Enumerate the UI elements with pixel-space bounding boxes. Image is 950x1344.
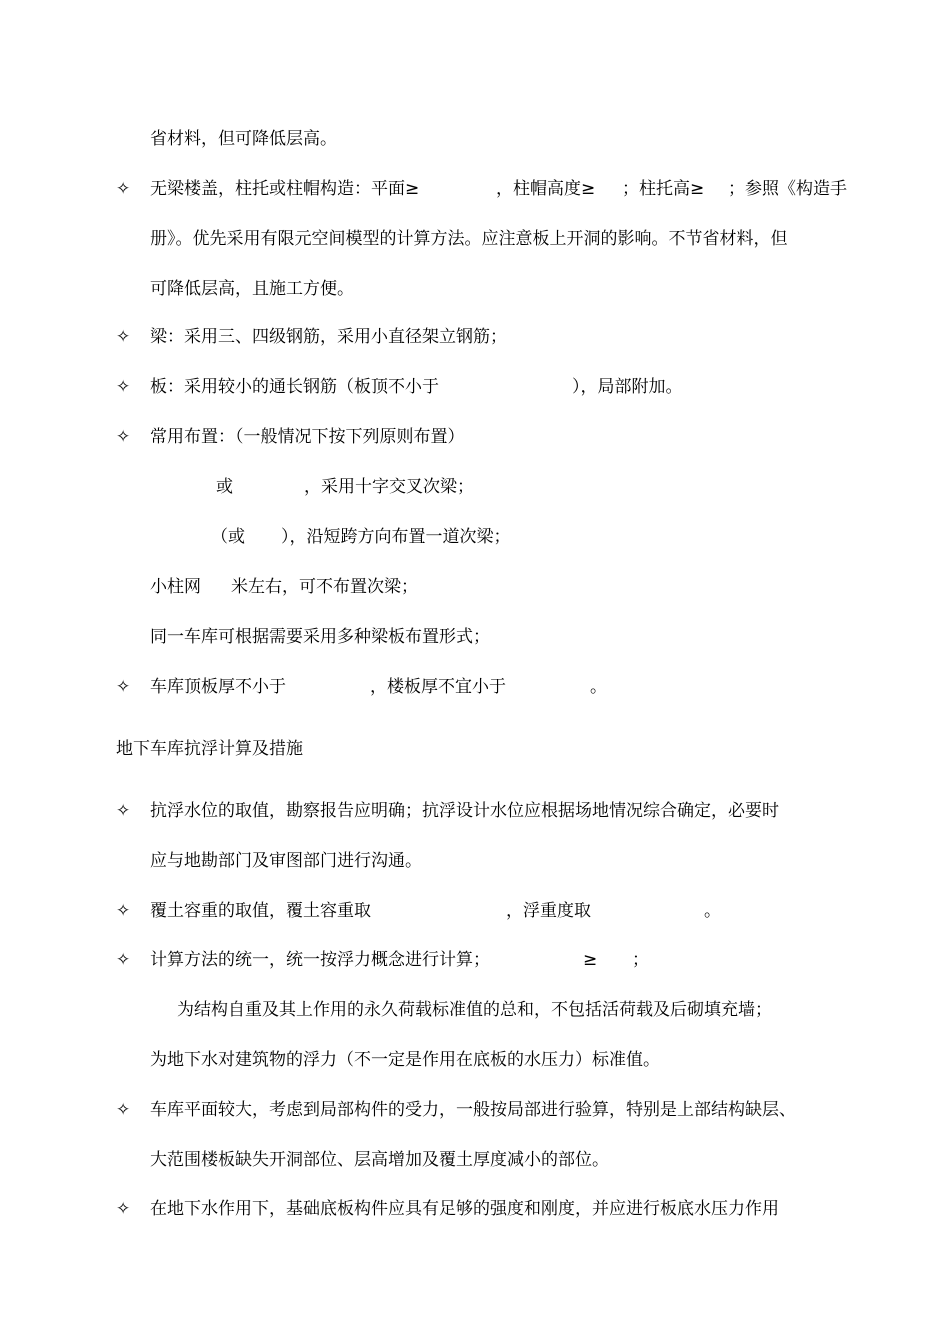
text-segment: ），沿短跨方向布置一道次梁；	[281, 527, 511, 547]
text-segment: 。	[590, 677, 607, 697]
text-segment: （或	[211, 527, 245, 547]
text-segment: ），局部附加。	[572, 377, 683, 397]
text-segment: 板：采用较小的通长钢筋（板顶不小于	[150, 377, 439, 397]
text-line: 为地下水对建筑物的浮力（不一定是作用在底板的水压力）标准值。	[150, 1050, 660, 1070]
text-segment: ≥	[583, 950, 598, 970]
bullet-icon: ✧	[116, 179, 131, 199]
text-segment: 无梁楼盖，柱托或柱帽构造：平面≥	[150, 179, 420, 199]
bullet-icon: ✧	[116, 801, 131, 821]
bullet-icon: ✧	[116, 950, 131, 970]
bullet-icon: ✧	[116, 901, 131, 921]
text-line: 车库平面较大，考虑到局部构件的受力，一般按局部进行验算，特别是上部结构缺层、	[150, 1100, 796, 1120]
text-segment: ，楼板厚不宜小于	[370, 677, 506, 697]
bullet-icon: ✧	[116, 427, 131, 447]
text-line: 可降低层高，且施工方便。	[150, 279, 354, 299]
text-segment: ；	[632, 950, 649, 970]
text-line: 在地下水作用下，基础底板构件应具有足够的强度和刚度，并应进行板底水压力作用	[150, 1199, 779, 1219]
text-line: 大范围楼板缺失开洞部位、层高增加及覆土厚度减小的部位。	[150, 1150, 609, 1170]
bullet-icon: ✧	[116, 327, 131, 347]
text-segment: ；柱托高≥	[622, 179, 705, 199]
text-segment: ，浮重度取	[506, 901, 591, 921]
text-line: 册》。优先采用有限元空间模型的计算方法。应注意板上开洞的影响。不节省材料，但	[150, 229, 788, 249]
section-heading: 地下车库抗浮计算及措施	[116, 739, 303, 759]
text-line: 同一车库可根据需要采用多种梁板布置形式；	[150, 627, 490, 647]
text-segment: ，柱帽高度≥	[496, 179, 596, 199]
text-line: 梁：采用三、四级钢筋，采用小直径架立钢筋；	[150, 327, 507, 347]
bullet-icon: ✧	[116, 677, 131, 697]
text-segment: 或	[216, 477, 233, 497]
text-segment: 车库顶板厚不小于	[150, 677, 286, 697]
text-segment: 覆土容重的取值，覆土容重取	[150, 901, 371, 921]
text-line: 为结构自重及其上作用的永久荷载标准值的总和，不包括活荷载及后砌填充墙；	[177, 1000, 772, 1020]
text-segment: ；参照《构造手	[728, 179, 847, 199]
text-segment: 米左右，可不布置次梁；	[231, 577, 418, 597]
text-segment: ，采用十字交叉次梁；	[304, 477, 474, 497]
text-segment: 小柱网	[150, 577, 201, 597]
text-line: 应与地勘部门及审图部门进行沟通。	[150, 851, 422, 871]
text-segment: 。	[704, 901, 721, 921]
bullet-icon: ✧	[116, 1199, 131, 1219]
bullet-icon: ✧	[116, 1100, 131, 1120]
text-segment: 计算方法的统一，统一按浮力概念进行计算；	[150, 950, 490, 970]
text-line: 省材料，但可降低层高。	[150, 129, 337, 149]
bullet-icon: ✧	[116, 377, 131, 397]
text-line: 抗浮水位的取值，勘察报告应明确；抗浮设计水位应根据场地情况综合确定，必要时	[150, 801, 779, 821]
text-line: 常用布置：（一般情况下按下列原则布置）	[150, 427, 465, 447]
